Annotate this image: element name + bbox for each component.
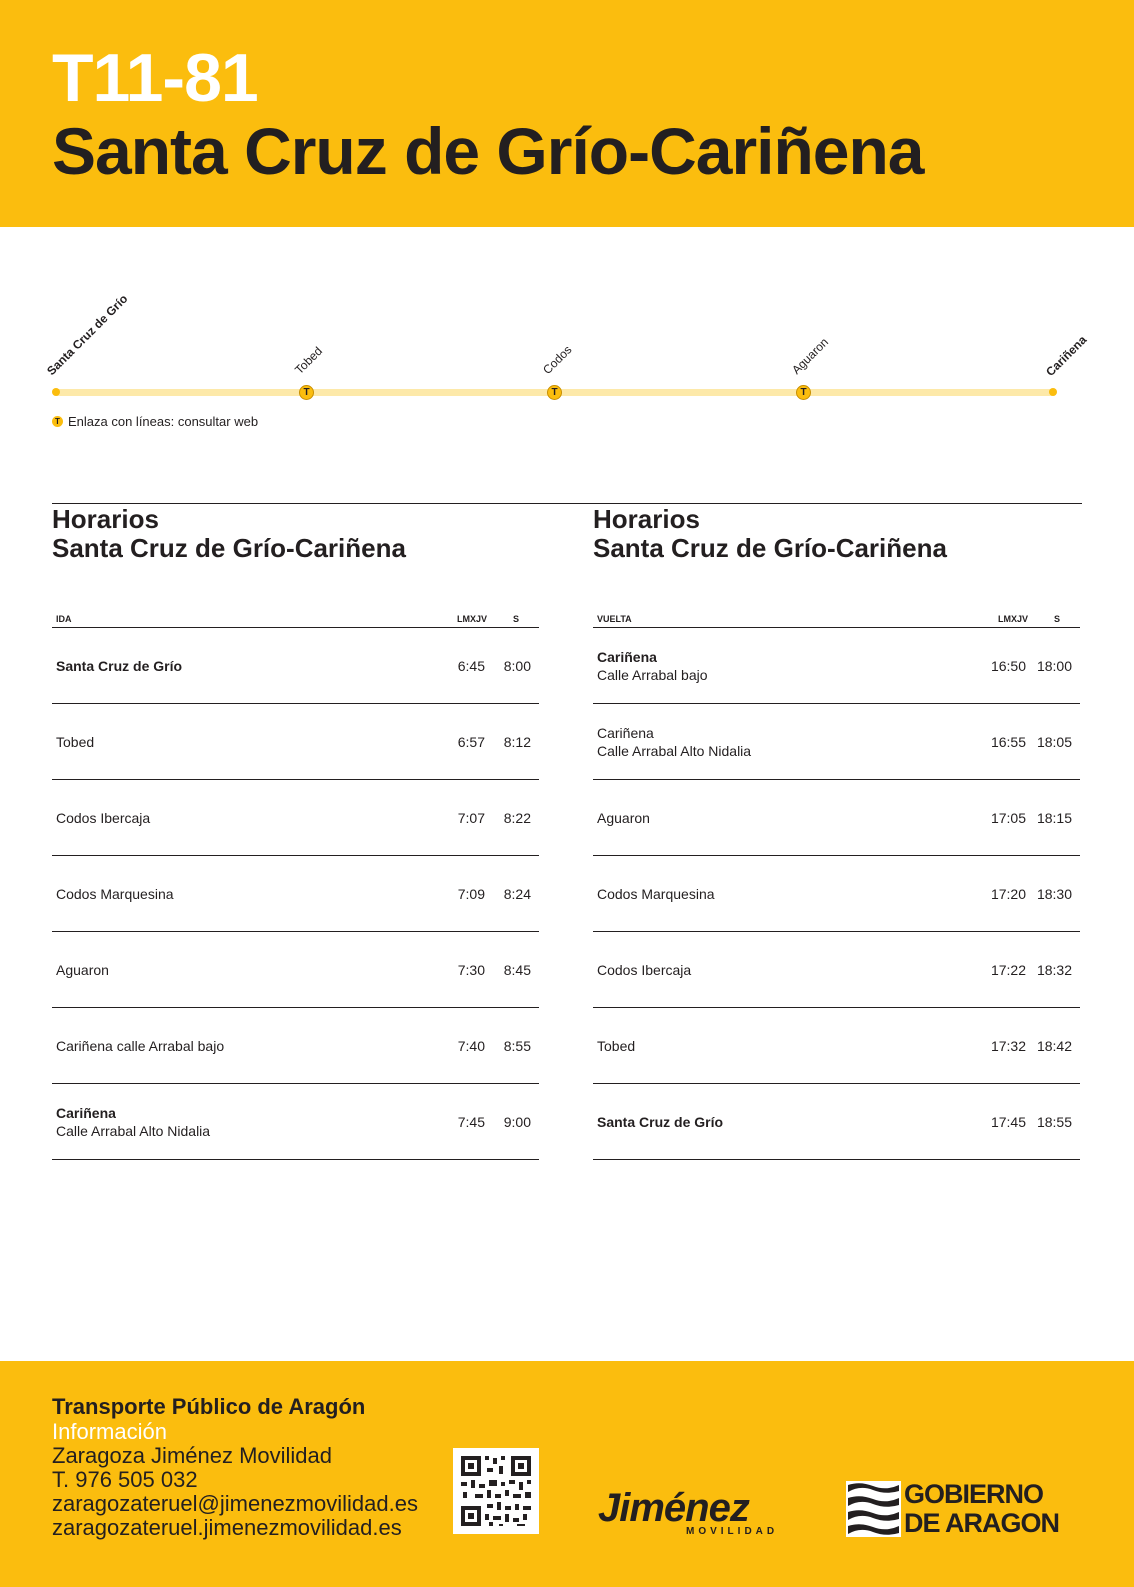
time-weekday: 7:30 xyxy=(457,961,485,978)
stop-name xyxy=(56,961,109,979)
stop-name xyxy=(56,1037,224,1055)
stop-name-sub: Calle Arrabal Alto Nidalia xyxy=(597,742,752,759)
connection-t-icon: T xyxy=(796,385,811,400)
time-saturday: 18:30 xyxy=(1036,885,1072,902)
stop-name-main: Cariñena xyxy=(56,1104,116,1121)
stop-label: Aguaron xyxy=(789,335,832,377)
time-weekday: 16:55 xyxy=(990,733,1026,750)
gob-line2: DE ARAGON xyxy=(904,1508,1060,1538)
gobierno-aragon-mark-icon xyxy=(846,1481,901,1537)
timetable-title-line1: Horarios xyxy=(52,504,159,534)
stop-label: Tobed xyxy=(292,343,326,377)
table-row xyxy=(593,628,1080,704)
table-header xyxy=(52,610,539,628)
col-weekday-header: LMXJV xyxy=(997,614,1028,624)
connection-t-icon: T xyxy=(52,416,63,427)
time-saturday: 18:42 xyxy=(1036,1037,1072,1054)
stop-name xyxy=(56,657,182,675)
time-saturday: 18:00 xyxy=(1036,657,1072,674)
time-weekday: 7:07 xyxy=(457,809,485,826)
header-banner xyxy=(0,0,1134,227)
website-link[interactable]: zaragozateruel.jimenezmovilidad.es xyxy=(52,1515,402,1540)
connection-legend xyxy=(52,414,258,429)
table-row xyxy=(593,704,1080,780)
stop-name-main: Codos Ibercaja xyxy=(597,961,692,978)
time-weekday: 17:22 xyxy=(990,961,1026,978)
jimenez-logo-sub: MOVILIDAD xyxy=(686,1526,779,1537)
connection-t-icon: T xyxy=(299,385,314,400)
stop-name xyxy=(597,648,708,684)
col-stop-header: IDA xyxy=(56,614,72,624)
time-weekday: 17:05 xyxy=(990,809,1026,826)
time-weekday: 6:57 xyxy=(457,733,485,750)
time-saturday: 8:00 xyxy=(503,657,531,674)
route-code: T11-81 xyxy=(52,40,258,116)
timetable-title-line1: Horarios xyxy=(593,504,700,534)
table-row xyxy=(52,932,539,1008)
stop-name-main: Cariñena xyxy=(597,648,657,665)
footer xyxy=(0,1361,1134,1587)
email-link[interactable]: zaragozateruel@jimenezmovilidad.es xyxy=(52,1491,418,1516)
qr-code-icon[interactable] xyxy=(453,1448,539,1534)
time-saturday: 18:05 xyxy=(1036,733,1072,750)
time-saturday: 8:55 xyxy=(503,1037,531,1054)
table-row xyxy=(593,1084,1080,1160)
timetable-title xyxy=(593,505,1080,563)
timetable-title-line2: Santa Cruz de Grío-Cariñena xyxy=(593,533,947,563)
col-saturday-header: S xyxy=(512,614,519,624)
time-weekday: 17:45 xyxy=(990,1113,1026,1130)
stop-name xyxy=(597,961,691,979)
stop-name xyxy=(56,1104,210,1140)
table-header xyxy=(593,610,1080,628)
timetable-title xyxy=(52,505,539,563)
operator-name: Zaragoza Jiménez Movilidad xyxy=(52,1443,333,1468)
table-body xyxy=(593,628,1080,1160)
time-saturday: 9:00 xyxy=(503,1113,531,1130)
stop-marker-end xyxy=(1049,388,1057,396)
stop-name xyxy=(56,733,94,751)
stop-name xyxy=(56,809,150,827)
time-weekday: 16:50 xyxy=(990,657,1026,674)
time-weekday: 7:09 xyxy=(457,885,485,902)
stop-name xyxy=(597,1113,723,1131)
col-weekday-header: LMXJV xyxy=(456,614,487,624)
stop-name xyxy=(597,809,650,827)
gobierno-aragon-logo xyxy=(846,1481,1083,1537)
time-weekday: 17:20 xyxy=(990,885,1026,902)
stop-name-main: Tobed xyxy=(56,733,95,750)
gob-line1: GOBIERNO xyxy=(904,1479,1044,1509)
time-weekday: 7:45 xyxy=(457,1113,485,1130)
timetable-title-line2: Santa Cruz de Grío-Cariñena xyxy=(52,533,406,563)
time-saturday: 8:45 xyxy=(503,961,531,978)
time-weekday: 17:32 xyxy=(990,1037,1026,1054)
time-saturday: 18:15 xyxy=(1036,809,1072,826)
stop-name-main: Codos Ibercaja xyxy=(56,809,151,826)
legend-text: Enlaza con líneas: consultar web xyxy=(68,414,259,429)
stop-name-main: Codos Marquesina xyxy=(56,885,174,902)
stop-name-main: Codos Marquesina xyxy=(597,885,715,902)
stop-name-main: Aguaron xyxy=(56,961,109,978)
stop-name-main: Cariñena xyxy=(597,724,654,741)
table-row xyxy=(593,932,1080,1008)
table-row xyxy=(593,780,1080,856)
stop-name xyxy=(56,885,174,903)
col-stop-header: VUELTA xyxy=(597,614,632,624)
stop-name-main: Santa Cruz de Grío xyxy=(56,657,183,674)
stop-label: Cariñena xyxy=(1043,332,1090,379)
stop-name-main: Cariñena calle Arrabal bajo xyxy=(56,1037,225,1054)
table-row xyxy=(52,1008,539,1084)
connection-t-icon: T xyxy=(547,385,562,400)
table-row xyxy=(52,704,539,780)
time-saturday: 8:24 xyxy=(503,885,531,902)
info-label: Información xyxy=(52,1419,167,1444)
time-weekday: 7:40 xyxy=(457,1037,485,1054)
stop-marker-start xyxy=(52,388,60,396)
table-body xyxy=(52,628,539,1160)
table-row xyxy=(593,1008,1080,1084)
stop-name xyxy=(597,1037,635,1055)
table-row xyxy=(52,856,539,932)
phone-number[interactable]: T. 976 505 032 xyxy=(52,1467,198,1492)
time-saturday: 8:22 xyxy=(503,809,531,826)
time-saturday: 8:12 xyxy=(503,733,531,750)
stop-name-main: Santa Cruz de Grío xyxy=(597,1113,724,1130)
time-saturday: 18:55 xyxy=(1036,1113,1072,1130)
table-row xyxy=(52,628,539,704)
timetable-ida xyxy=(52,503,539,1139)
jimenez-logo: Jiménez xyxy=(598,1486,749,1530)
time-weekday: 6:45 xyxy=(457,657,485,674)
stop-name xyxy=(597,724,751,760)
footer-title: Transporte Público de Aragón xyxy=(52,1394,366,1419)
stop-name-main: Aguaron xyxy=(597,809,650,826)
table-row xyxy=(52,1084,539,1160)
table-row xyxy=(52,780,539,856)
time-saturday: 18:32 xyxy=(1036,961,1072,978)
col-saturday-header: S xyxy=(1053,614,1060,624)
stop-name-sub: Calle Arrabal bajo xyxy=(597,666,708,683)
gobierno-aragon-text xyxy=(904,1480,1059,1538)
table-row xyxy=(593,856,1080,932)
stop-name-sub: Calle Arrabal Alto Nidalia xyxy=(56,1122,211,1139)
stop-label: Codos xyxy=(540,342,575,377)
stop-name-main: Tobed xyxy=(597,1037,636,1054)
timetable-vuelta xyxy=(593,503,1080,1130)
route-name: Santa Cruz de Grío-Cariñena xyxy=(52,114,924,188)
stop-name xyxy=(597,885,715,903)
stop-label: Santa Cruz de Grío xyxy=(44,291,131,378)
